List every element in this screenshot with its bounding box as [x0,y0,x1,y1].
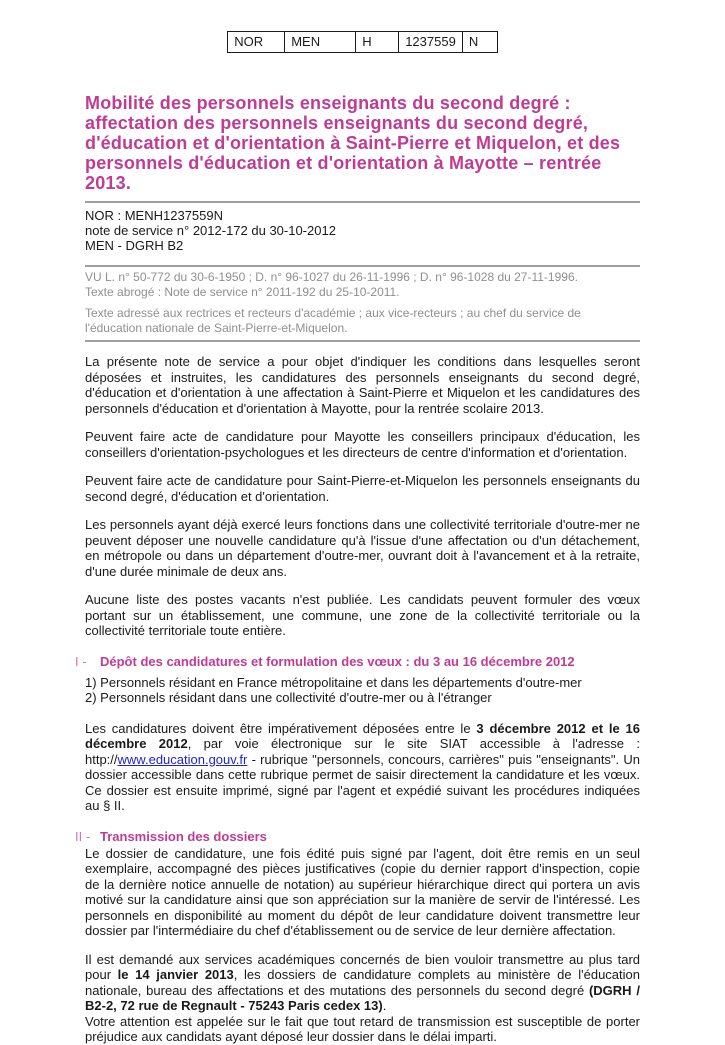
section-1-header [75,654,640,669]
text-run: Les candidatures doivent être impérativement déposées entre le [85,720,477,736]
section-2-number: II - [75,828,91,844]
nor-reference-table [227,31,498,53]
section-2-title: Transmission des dossiers [100,828,267,844]
section-1-title: Dépôt des candidatures et formulation des vœux : du 3 au 16 décembre 2012 [100,653,575,669]
text-run: , par voie électronique sur le site SIAT accessible à l'adresse : http:// [85,736,640,767]
section-2-header [75,829,640,844]
legal-vu: VU L. n° 50-772 du 30-6-1950 ; D. n° 96-1027 du 26-11-1996 ; D. n° 96-1028 du 27-11-1996. [85,270,578,285]
paragraph-dossier: Le dossier de candidature, une fois édité puis signé par l'agent, doit être remis en un seul exemplaire, accompagné des pièces justificatives (copie du dernier rapport d'inspection, copie de la dernière notice annuelle de notation) au supérieur hiérarchique direct qui portera un avis motivé sur la candidature ainsi que son appréciation sur la manière de servir de l'intéressé. Les personnels en disponibilité au moment du dépôt de leur candidature doivent transmettre leur dossier par l'intermédiaire du chef d'établissement ou de service de leur dernière affectation. [85,845,640,939]
meta-block [85,203,640,265]
document-body [75,354,640,1045]
list-item: 2) Personnels résidant dans une collectivité d'outre-mer ou à l'étranger [85,690,492,706]
bold-text: (DGRH / B2-2, 72 rue de Regnault - 75243 Paris cedex 13) [85,982,640,1014]
h-cell: H [356,32,399,53]
residence-list [85,675,640,706]
note-number: note de service n° 2012-172 du 30-10-2012 [85,222,336,238]
nor-number: NOR : MENH1237559N [85,208,223,223]
text-run: Il est demandé aux services académiques concernés de bien vouloir transmettre au plus tard pour [85,951,640,983]
paragraph-mayotte: Peuvent faire acte de candidature pour Mayotte les conseillers principaux d'éducation, les conseillers d'orientation-psychologues et les directeurs de centre d'information et d'orientation. [85,429,640,460]
page-title: Mobilité des personnels enseignants du second degré : affectation des personnels enseignants du second degré, d'éducation et d'orientation à Saint-Pierre et Miquelon, et des personnels d'éducation et d'orientation à Mayotte – rentrée 2013. [85,93,621,193]
nor-cell: NOR [228,32,285,53]
bureau: MEN - DGRH B2 [85,237,184,253]
paragraph-attention: Votre attention est appelée sur le fait que tout retard de transmission est susceptible de porter préjudice aux candidats ayant déposé leur dossier dans le délai imparti. [85,1013,640,1045]
paragraph-conditions: Les personnels ayant déjà exercé leurs fonctions dans une collectivité territoriale d'outre-mer ne peuvent déposer une nouvelle candidature qu'à l'issue d'une affectation ou d'un détachement, en métropole ou dans un département d'outre-mer, ouvrant doit à l'avancement et à la retraite, d'une durée minimale de deux ans. [85,517,640,579]
men-cell: MEN [285,32,356,53]
paragraph-spm: Peuvent faire acte de candidature pour Saint-Pierre-et-Miquelon les personnels enseignants du second degré, d'éducation et d'orientation. [85,473,640,504]
paragraph-intro: La présente note de service a pour objet d'indiquer les conditions dans lesquelles seront déposées et instruites, les candidatures des personnels enseignants du second degré, d'éducation et d'orientation à une affectation à Saint-Pierre et Miquelon et les candidatures des personnels d'éducation et d'orientation à Mayotte, pour la rentrée scolaire 2013. [85,354,640,416]
paragraph-transmission [85,952,640,1014]
legal-abroge: Texte abrogé : Note de service n° 2011-192 du 25-10-2011. [85,285,400,300]
number-cell: 1237559 [399,32,463,53]
legal-block [85,267,640,340]
education-gouv-link[interactable]: www.education.gouv.fr [117,751,248,767]
section-1-number: I - [75,653,87,669]
text-run: , les dossiers de candidature complets au ministère de l'éducation nationale, bureau des affectations et des mutations des personnels du second degré [85,967,640,998]
list-item: 1) Personnels résidant en France métropolitaine et dans les départements d'outre-mer [85,674,582,690]
paragraph-postes: Aucune liste des postes vacants n'est publiée. Les candidats peuvent formuler des vœux portant sur un établissement, une commune, une zone de la collectivité territoriale ou la collectivité territoriale toute entière. [85,592,640,639]
text-run: . [382,998,387,1014]
text-run: - rubrique "personnels, concours, carrières" puis "enseignants". Un dossier accessible dans cette rubrique permet de saisir directement la candidature et les vœux. Ce dossier est ensuite imprimé, signé par l'agent et expédié suivant les procédures indiquées au § II. [85,751,640,814]
divider [85,340,640,342]
n-cell: N [462,32,497,53]
legal-adresse: Texte adressé aux rectrices et recteurs d'académie ; aux vice-recteurs ; au chef du service de l'éducation nationale de Saint-Pierre-et-Miquelon. [85,306,581,336]
paragraph-depot [85,721,640,814]
bold-text: le 14 janvier 2013 [117,967,234,983]
bold-text: 3 décembre 2012 et le 16 décembre 2012 [85,720,640,752]
